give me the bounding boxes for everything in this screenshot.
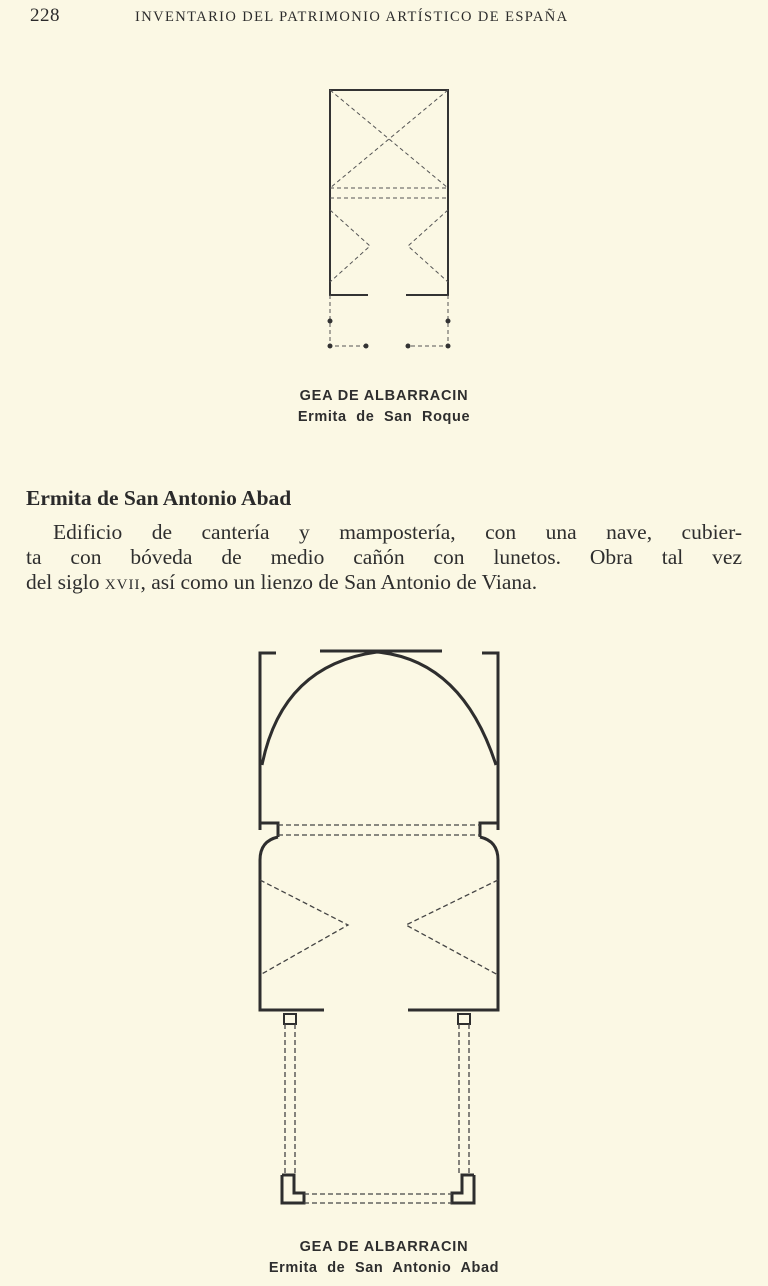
caption-name: Ermita de San Roque xyxy=(297,409,471,425)
plan-column xyxy=(446,319,451,324)
century-numeral: xvii xyxy=(104,570,141,594)
body-text: , así como un lienzo de San Antonio de Viana. xyxy=(140,570,538,594)
plan-column xyxy=(446,344,451,349)
page-number: 228 xyxy=(30,5,60,26)
plan-column xyxy=(406,344,411,349)
plan-pier xyxy=(260,823,278,837)
plan-column xyxy=(328,344,333,349)
plan-apse-arc xyxy=(262,652,496,765)
body-line: Edificio de cantería y mampostería, con una nave, cubier- xyxy=(53,520,742,544)
plan-wall xyxy=(482,653,498,830)
figure-caption-san-antonio-abad xyxy=(0,1239,768,1276)
body-line xyxy=(26,570,742,595)
plan-lunette-line xyxy=(330,210,370,282)
floor-plan-san-roque xyxy=(318,82,458,357)
running-head: INVENTARIO DEL PATRIMONIO ARTÍSTICO DE ESPAÑA xyxy=(135,9,569,25)
caption-place: GEA DE ALBARRACIN xyxy=(299,388,469,404)
plan-wall xyxy=(408,837,498,1010)
plan-wall xyxy=(260,837,324,1010)
caption-name: Ermita de San Antonio Abad xyxy=(268,1260,500,1276)
body-line: ta con bóveda de medio cañón con lunetos. Obra tal vez xyxy=(26,545,742,569)
plan-pier xyxy=(458,1014,470,1024)
plan-lunette-line xyxy=(260,880,348,975)
plan-pier xyxy=(282,1175,304,1203)
plan-lunette-line xyxy=(406,880,498,975)
plan-pier xyxy=(480,823,498,837)
plan-lunette-line xyxy=(408,210,448,282)
caption-place: GEA DE ALBARRACIN xyxy=(299,1239,469,1255)
section-title: Ermita de San Antonio Abad xyxy=(26,486,292,510)
plan-pier xyxy=(452,1175,474,1203)
plan-wall xyxy=(330,90,448,295)
plan-column xyxy=(364,344,369,349)
plan-pier xyxy=(284,1014,296,1024)
figure-caption-san-roque xyxy=(0,388,768,425)
plan-column xyxy=(328,319,333,324)
plan-porch-line xyxy=(330,295,368,346)
body-text: del siglo xyxy=(26,570,105,594)
floor-plan-san-antonio-abad xyxy=(252,645,512,1215)
plan-porch-line xyxy=(408,295,448,346)
section-body xyxy=(26,520,742,595)
page-header xyxy=(0,0,768,40)
